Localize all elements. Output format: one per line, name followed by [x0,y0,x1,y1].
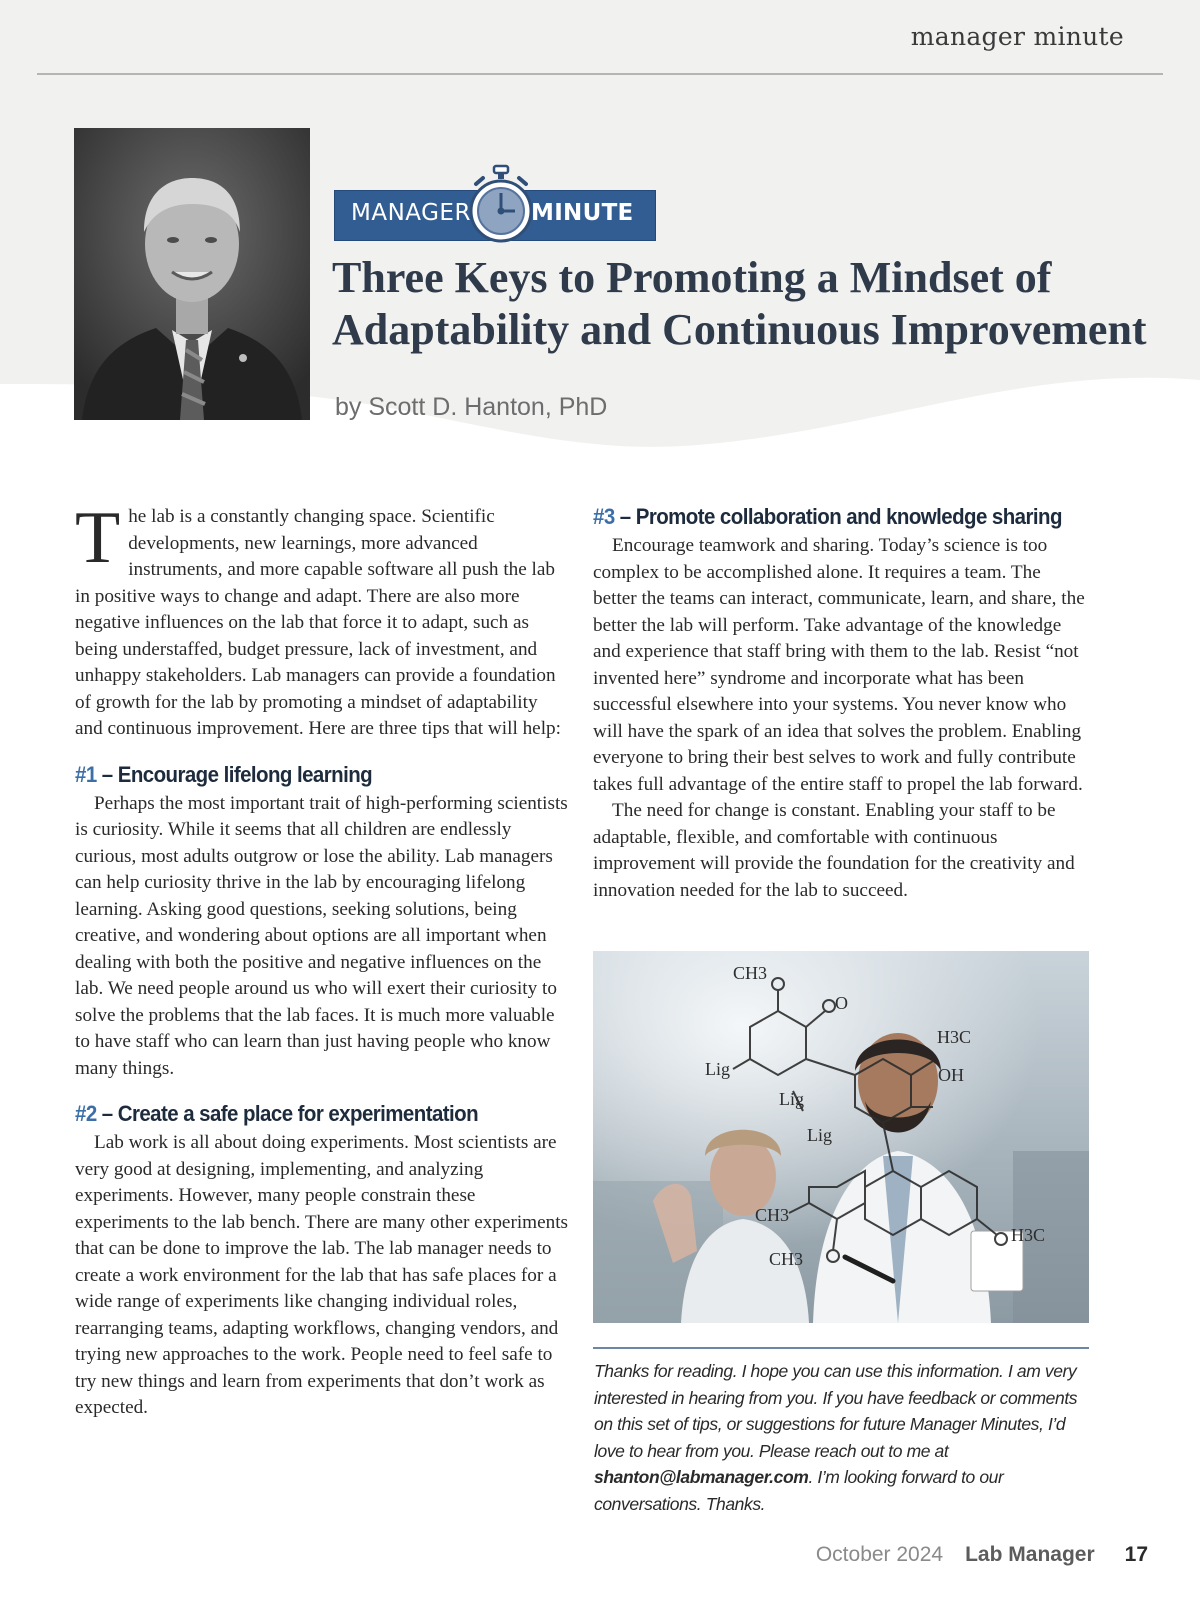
tip-2-body: Lab work is all about doing experiments. Most scientists are very good at designing, implementing, and analyzing experiments. However, many people constrain these experiments to the lab bench. There are many other experiments that can be done to improve the lab. The lab manager needs to create a work environment for the lab that has safe places for a wide range of experiments like changing individual roles, rearranging teams, adapting workflows, changing vendors, and trying new approaches to the work. People need to feel safe to try new things and learn from experiments that don’t work as expected. [75,1132,569,1418]
article-title: Three Keys to Promoting a Mindset of Adaptability and Continuous Improvement [332,253,1147,354]
label-h3c-bottom: H3C [1011,1225,1046,1245]
closing-paragraph: The need for change is constant. Enabling your staff to be adaptable, flexible, and comfortable with continuous improvement will provide the foundation for the creativity and innovation needed for the lab to succeed. [593,800,1075,901]
section-label: manager minute [910,22,1124,51]
tip-3-heading [593,503,1062,531]
tip-3-body: Encourage teamwork and sharing. Today’s science is too complex to be accomplished alone. It requires a team. The better the teams can interact, communicate, learn, and share, the better the lab will perform. Take advantage of the knowledge and experience that staff bring with them to the lab. Resist “not invented here” syndrome and incorporate what has been successful elsewhere into your systems. You never know who will have the spark of an idea that solves the problem. Enabling everyone to bring their best selves to work and fully contribute takes full advantage of the entire staff to propel the lab forward. [593,535,1085,795]
tip-3-title: – Promote collaboration and knowledge sharing [614,504,1062,529]
note-divider [593,1347,1089,1349]
author-note [594,1358,1094,1517]
label-lig-1: Lig [705,1059,730,1079]
label-ch3-bottom-2: CH3 [769,1249,804,1269]
badge-manager-label: MANAGER [351,200,471,226]
label-lig-3: Lig [807,1125,832,1145]
tip-2-title: – Create a safe place for experimentation [96,1101,479,1126]
drop-cap: T [75,497,121,579]
page-footer [816,1543,1148,1567]
tip-2-number: #2 [75,1101,97,1126]
label-h3c-right: H3C [937,1027,972,1047]
left-column [75,497,569,1422]
intro-text: he lab is a constantly changing space. Scientific developments, new learnings, more advanced instruments, and more capable software all push the lab in positive ways to change and adapt. There are also more negative influences on the lab that force it to adapt, such as being understaffed, budget pressure, lack of investment, and unhappy stakeholders. Lab managers can provide a foundation of growth for the lab by promoting a mindset of adaptability and continuous improvement. Here are three tips that will help: [75,506,561,739]
badge-minute-label: MINUTE [531,200,634,226]
tip-1-body: Perhaps the most important trait of high-performing scientists is curiosity. While it seems that all children are endlessly curious, most adults outgrow or lose the ability. Lab managers can help curiosity thrive in the lab by encouraging lifelong learning. Asking good questions, seeking solutions, being creative, and wondering about options are all important when dealing with both the positive and negative influences on the lab. We need people around us who will exert their curiosity to solve the problems that the lab faces. It is much more valuable to have staff who can learn than just having people who know many things. [75,792,568,1079]
note-text-before: Thanks for reading. I hope you can use this information. I am very interested in hearing from you. If you have feedback or comments on this set of tips, or suggestions for future Manager Minutes, I’d love to hear from you. Please reach out to me at [594,1361,1078,1461]
intro-paragraph [75,497,569,743]
note-text-after: . I’m looking forward to our conversations. Thanks. [594,1467,1004,1514]
tip-2-heading [75,1100,534,1128]
label-ch3-top: CH3 [733,963,768,983]
label-lig-2: Lig [779,1089,804,1109]
tip-1-number: #1 [75,761,97,787]
page-number: 17 [1124,1543,1148,1566]
footer-magazine: Lab Manager [965,1543,1095,1566]
label-ch3-bottom-1: CH3 [755,1205,790,1225]
header-rule [37,73,1163,75]
right-column [593,503,1089,904]
author-email-link[interactable]: shanton@labmanager.com [594,1467,809,1487]
tip-3-number: #3 [593,504,615,529]
footer-date: October 2024 [815,1543,944,1566]
lab-scientists-photo [593,951,1089,1323]
label-oh: OH [938,1065,964,1085]
tip-1-title: – Encourage lifelong learning [96,761,373,787]
label-oxygen: O [835,993,848,1013]
author-photo [74,128,310,420]
tip-1-heading [75,761,534,789]
stopwatch-icon [461,164,541,244]
byline: by Scott D. Hanton, PhD [335,393,608,421]
